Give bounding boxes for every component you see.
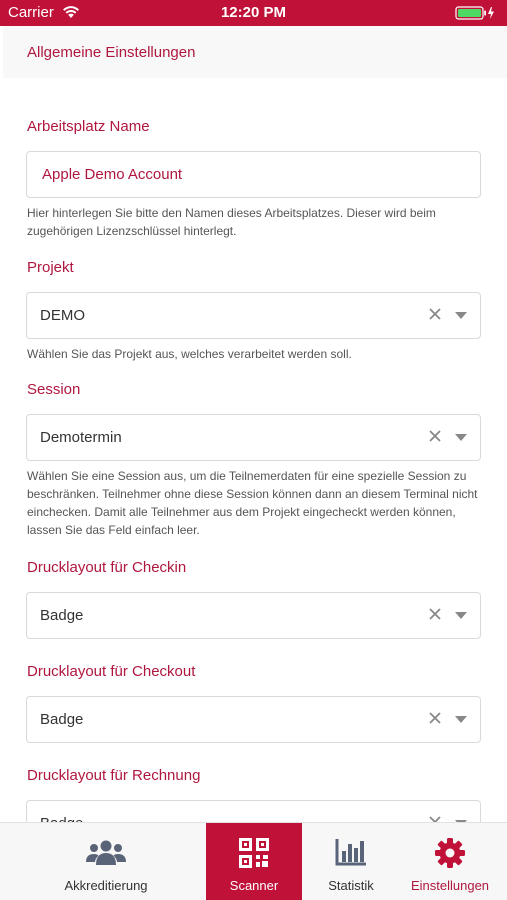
status-bar — [0, 0, 507, 26]
invoice-layout-label: Drucklayout für Rechnung — [27, 767, 201, 784]
battery-icon — [455, 6, 497, 20]
users-icon — [86, 838, 126, 866]
gear-icon — [435, 838, 465, 868]
section-title: Allgemeine Einstellungen — [27, 44, 196, 61]
tab-statistik[interactable] — [310, 823, 392, 900]
session-select[interactable] — [26, 414, 481, 461]
session-label: Session — [27, 381, 81, 398]
chevron-down-icon[interactable] — [455, 434, 467, 441]
chevron-down-icon[interactable] — [455, 312, 467, 319]
checkout-layout-value: Badge — [40, 711, 84, 728]
checkin-layout-label: Drucklayout für Checkin — [27, 559, 187, 576]
clear-icon[interactable] — [428, 429, 442, 443]
tab-einstellungen[interactable] — [400, 823, 500, 900]
session-value: Demotermin — [40, 429, 122, 446]
checkout-layout-select[interactable] — [26, 696, 481, 743]
clock-time: 12:20 PM — [220, 4, 287, 21]
workplace-name-label: Arbeitsplatz Name — [27, 118, 150, 135]
project-help: Wählen Sie das Projekt aus, welches verarbeitet werden soll. — [27, 347, 352, 361]
clear-icon[interactable] — [428, 607, 442, 621]
checkin-layout-value: Badge — [40, 607, 84, 624]
bar-chart-icon — [335, 838, 367, 866]
tab-scanner[interactable] — [206, 823, 302, 900]
chevron-down-icon[interactable] — [455, 716, 467, 723]
clear-icon[interactable] — [428, 711, 442, 725]
qr-code-icon — [239, 838, 269, 868]
project-value: DEMO — [40, 307, 85, 324]
tab-bar — [0, 822, 507, 900]
carrier-label: Carrier — [8, 4, 54, 21]
workplace-name-help: Hier hinterlegen Sie bitte den Namen dieses Arbeitsplatzes. Dieser wird beim zugehörigen Lizenzschlüssel hinterlegt. — [27, 206, 436, 238]
checkout-layout-label: Drucklayout für Checkout — [27, 663, 196, 680]
tab-label: Akkreditierung — [64, 878, 148, 893]
tab-label: Scanner — [229, 878, 279, 893]
clear-icon[interactable] — [428, 307, 442, 321]
checkin-layout-select[interactable] — [26, 592, 481, 639]
chevron-down-icon[interactable] — [455, 612, 467, 619]
tab-label: Statistik — [328, 878, 374, 893]
workplace-name-input[interactable] — [26, 151, 481, 198]
section-header — [3, 26, 507, 78]
tab-akkreditierung[interactable] — [46, 823, 166, 900]
project-label: Projekt — [27, 259, 74, 276]
session-help: Wählen Sie eine Session aus, um die Teilnemerdaten für eine spezielle Session zu beschränken. Teilnehmer ohne diese Session können dann an diesem Terminal nicht einchecken. Damit alle Teilnehmer aus dem Projekt eingecheckt werden können, lassen Sie das Feld einfach leer. — [27, 469, 478, 537]
workplace-name-value: Apple Demo Account — [42, 166, 183, 183]
tab-label: Einstellungen — [410, 878, 490, 893]
project-select[interactable] — [26, 292, 481, 339]
